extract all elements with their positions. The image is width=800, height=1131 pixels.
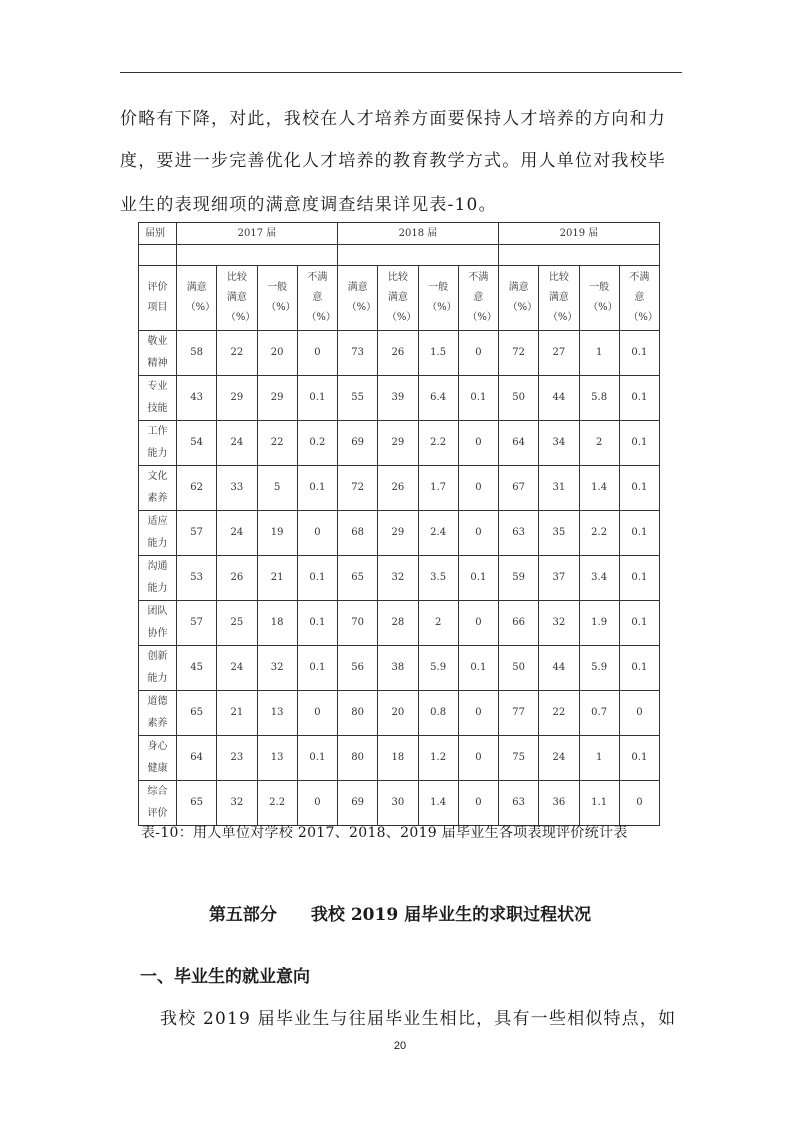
row-item-label: 专业技能 — [139, 376, 177, 421]
table-cell: 31 — [539, 466, 579, 511]
page-number: 20 — [393, 1040, 407, 1052]
table-cell: 0.1 — [297, 376, 337, 421]
table-cell: 0.1 — [619, 511, 659, 556]
column-header-row — [139, 266, 660, 331]
table-cell: 69 — [338, 781, 378, 826]
table-cell: 37 — [539, 556, 579, 601]
table-row — [139, 601, 660, 646]
table-cell: 75 — [499, 736, 539, 781]
table-cell: 0.7 — [579, 691, 619, 736]
sub-header-cell: 一般（%） — [579, 266, 619, 331]
sub-header-cell: 比较满意（%） — [217, 266, 257, 331]
table-row — [139, 691, 660, 736]
table-cell: 5.9 — [579, 646, 619, 691]
table-cell: 0.2 — [297, 421, 337, 466]
table-cell: 1.9 — [579, 601, 619, 646]
table-cell: 30 — [378, 781, 418, 826]
table-cell: 13 — [257, 691, 297, 736]
table-cell: 5 — [257, 466, 297, 511]
table-cell: 80 — [338, 691, 378, 736]
subheading: 一、毕业生的就业意向 — [140, 967, 310, 987]
body-paragraph-line-2: 度，要进一步完善优化人才培养的教育教学方式。用人单位对我校毕 — [120, 151, 666, 171]
year-header-2018: 2018 届 — [338, 223, 499, 245]
table-cell: 20 — [257, 331, 297, 376]
year-header-2017: 2017 届 — [177, 223, 338, 245]
row-item-label: 敬业精神 — [139, 331, 177, 376]
table-caption: 表-10：用人单位对学校 2017、2018、2019 届毕业生各项表现评价统计表 — [141, 825, 628, 841]
table-cell: 57 — [177, 601, 217, 646]
table-cell: 32 — [217, 781, 257, 826]
table-cell: 64 — [499, 421, 539, 466]
table-cell: 59 — [499, 556, 539, 601]
table-cell: 23 — [217, 736, 257, 781]
table-row — [139, 421, 660, 466]
table-cell: 0 — [458, 781, 498, 826]
table-cell: 55 — [338, 376, 378, 421]
table-cell: 67 — [499, 466, 539, 511]
body-paragraph-line-1: 价略有下降，对此，我校在人才培养方面要保持人才培养的方向和力 — [120, 109, 666, 129]
corner-label: 届别 — [139, 223, 177, 245]
table-row — [139, 331, 660, 376]
table-cell: 0 — [458, 601, 498, 646]
body-paragraph-4: 我校 2019 届毕业生与往届毕业生相比，具有一些相似特点，如 — [160, 1009, 677, 1029]
table-cell: 24 — [217, 646, 257, 691]
table-cell: 0.1 — [297, 736, 337, 781]
table-cell: 0 — [458, 691, 498, 736]
evaluation-table — [138, 222, 660, 826]
table-cell: 26 — [378, 331, 418, 376]
section-heading — [0, 900, 800, 925]
table-cell: 57 — [177, 511, 217, 556]
table-cell: 56 — [338, 646, 378, 691]
sub-header-cell: 比较满意（%） — [378, 266, 418, 331]
sub-header-cell: 一般（%） — [418, 266, 458, 331]
table-row — [139, 556, 660, 601]
sub-header-cell: 不满意（%） — [619, 266, 659, 331]
table-cell: 2 — [579, 421, 619, 466]
table-row — [139, 466, 660, 511]
table-cell: 26 — [378, 466, 418, 511]
table-cell: 58 — [177, 331, 217, 376]
table-cell: 0.1 — [619, 556, 659, 601]
table-cell: 22 — [257, 421, 297, 466]
sub-header-cell: 满意（%） — [499, 266, 539, 331]
table-cell: 32 — [378, 556, 418, 601]
table-cell: 20 — [378, 691, 418, 736]
table-cell: 65 — [177, 781, 217, 826]
table-cell: 0 — [458, 421, 498, 466]
table-cell: 0.1 — [297, 466, 337, 511]
table-cell: 50 — [499, 376, 539, 421]
table-cell: 39 — [378, 376, 418, 421]
row-item-label: 适应能力 — [139, 511, 177, 556]
table-cell: 45 — [177, 646, 217, 691]
table-cell: 0 — [458, 331, 498, 376]
table-cell: 0.1 — [619, 646, 659, 691]
table-cell: 29 — [378, 511, 418, 556]
table-cell: 2 — [418, 601, 458, 646]
table-cell: 64 — [177, 736, 217, 781]
sub-header-cell: 比较满意（%） — [539, 266, 579, 331]
row-item-label: 综合评价 — [139, 781, 177, 826]
table-cell: 19 — [257, 511, 297, 556]
table-cell: 27 — [539, 331, 579, 376]
table-cell: 0.1 — [458, 376, 498, 421]
year-header-2019: 2019 届 — [499, 223, 660, 245]
table-cell: 2.2 — [579, 511, 619, 556]
table-cell: 1.4 — [579, 466, 619, 511]
table-cell: 72 — [338, 466, 378, 511]
table-row — [139, 376, 660, 421]
body-paragraph-line-3: 业生的表现细项的满意度调查结果详见表-10。 — [120, 195, 497, 215]
table-cell: 0 — [297, 511, 337, 556]
table-cell: 0.1 — [619, 736, 659, 781]
table-cell: 65 — [338, 556, 378, 601]
table-cell: 36 — [539, 781, 579, 826]
table-cell: 0.1 — [619, 331, 659, 376]
table-cell: 0.8 — [418, 691, 458, 736]
table-cell: 1.1 — [579, 781, 619, 826]
table-cell: 33 — [217, 466, 257, 511]
row-item-label: 身心健康 — [139, 736, 177, 781]
section-part: 第五部分 — [208, 905, 277, 925]
table-cell: 38 — [378, 646, 418, 691]
table-cell: 24 — [217, 421, 257, 466]
table-cell: 24 — [217, 511, 257, 556]
row-item-label: 工作能力 — [139, 421, 177, 466]
table-cell: 0.1 — [619, 376, 659, 421]
sub-header-cell: 不满意（%） — [458, 266, 498, 331]
table-cell: 13 — [257, 736, 297, 781]
table-cell: 35 — [539, 511, 579, 556]
table-cell: 0.1 — [297, 601, 337, 646]
table-cell: 29 — [257, 376, 297, 421]
table-cell: 32 — [257, 646, 297, 691]
table-cell: 0.1 — [619, 421, 659, 466]
table-cell: 72 — [499, 331, 539, 376]
table-cell: 21 — [257, 556, 297, 601]
table-cell: 1.7 — [418, 466, 458, 511]
table-cell: 2.4 — [418, 511, 458, 556]
table-cell: 1 — [579, 736, 619, 781]
table-cell: 29 — [378, 421, 418, 466]
table-row — [139, 781, 660, 826]
table-cell: 25 — [217, 601, 257, 646]
table-cell: 26 — [217, 556, 257, 601]
table-cell: 0 — [619, 781, 659, 826]
table-cell: 65 — [177, 691, 217, 736]
table-cell: 18 — [378, 736, 418, 781]
table-cell: 0 — [297, 781, 337, 826]
table-cell: 73 — [338, 331, 378, 376]
table-cell: 68 — [338, 511, 378, 556]
header-rule — [120, 72, 682, 73]
table-cell: 1.5 — [418, 331, 458, 376]
table-cell: 18 — [257, 601, 297, 646]
table-cell: 5.8 — [579, 376, 619, 421]
section-title: 我校 2019 届毕业生的求职过程状况 — [310, 905, 592, 925]
table-cell: 54 — [177, 421, 217, 466]
table-blank-row — [139, 245, 660, 266]
table-cell: 32 — [539, 601, 579, 646]
row-item-label: 道德素养 — [139, 691, 177, 736]
table-cell: 1.4 — [418, 781, 458, 826]
table-cell: 1.2 — [418, 736, 458, 781]
row-item-label: 文化素养 — [139, 466, 177, 511]
table-cell: 0.1 — [458, 556, 498, 601]
table-cell: 1 — [579, 331, 619, 376]
table-cell: 43 — [177, 376, 217, 421]
table-cell: 70 — [338, 601, 378, 646]
table-cell: 77 — [499, 691, 539, 736]
table-row — [139, 511, 660, 556]
table-cell: 21 — [217, 691, 257, 736]
item-header: 评价项目 — [139, 266, 177, 331]
table-row — [139, 736, 660, 781]
table-cell: 63 — [499, 511, 539, 556]
table-cell: 5.9 — [418, 646, 458, 691]
table-cell: 0 — [619, 691, 659, 736]
row-item-label: 创新能力 — [139, 646, 177, 691]
table-cell: 53 — [177, 556, 217, 601]
row-item-label: 团队协作 — [139, 601, 177, 646]
table-cell: 34 — [539, 421, 579, 466]
table-cell: 0 — [297, 331, 337, 376]
table-cell: 0 — [458, 466, 498, 511]
table-cell: 28 — [378, 601, 418, 646]
table-cell: 6.4 — [418, 376, 458, 421]
sub-header-cell: 满意（%） — [177, 266, 217, 331]
table-cell: 3.4 — [579, 556, 619, 601]
table-cell: 0.1 — [297, 556, 337, 601]
table-cell: 0 — [458, 511, 498, 556]
table-cell: 22 — [539, 691, 579, 736]
table-cell: 50 — [499, 646, 539, 691]
sub-header-cell: 不满意（%） — [297, 266, 337, 331]
sub-header-cell: 满意（%） — [338, 266, 378, 331]
table-cell: 24 — [539, 736, 579, 781]
table-cell: 0.1 — [297, 646, 337, 691]
table-cell: 80 — [338, 736, 378, 781]
table-cell: 2.2 — [257, 781, 297, 826]
table-cell: 44 — [539, 646, 579, 691]
table-cell: 66 — [499, 601, 539, 646]
row-item-label: 沟通能力 — [139, 556, 177, 601]
table-cell: 0.1 — [619, 601, 659, 646]
table-cell: 44 — [539, 376, 579, 421]
table-row — [139, 646, 660, 691]
table-cell: 0 — [297, 691, 337, 736]
table-cell: 0.1 — [458, 646, 498, 691]
table-cell: 22 — [217, 331, 257, 376]
table-cell: 29 — [217, 376, 257, 421]
table-cell: 0.1 — [619, 466, 659, 511]
table-cell: 69 — [338, 421, 378, 466]
table-cell: 63 — [499, 781, 539, 826]
sub-header-cell: 一般（%） — [257, 266, 297, 331]
table-cell: 3.5 — [418, 556, 458, 601]
table-cell: 62 — [177, 466, 217, 511]
table-title-row — [139, 223, 660, 245]
table-cell: 0 — [458, 736, 498, 781]
table-cell: 2.2 — [418, 421, 458, 466]
